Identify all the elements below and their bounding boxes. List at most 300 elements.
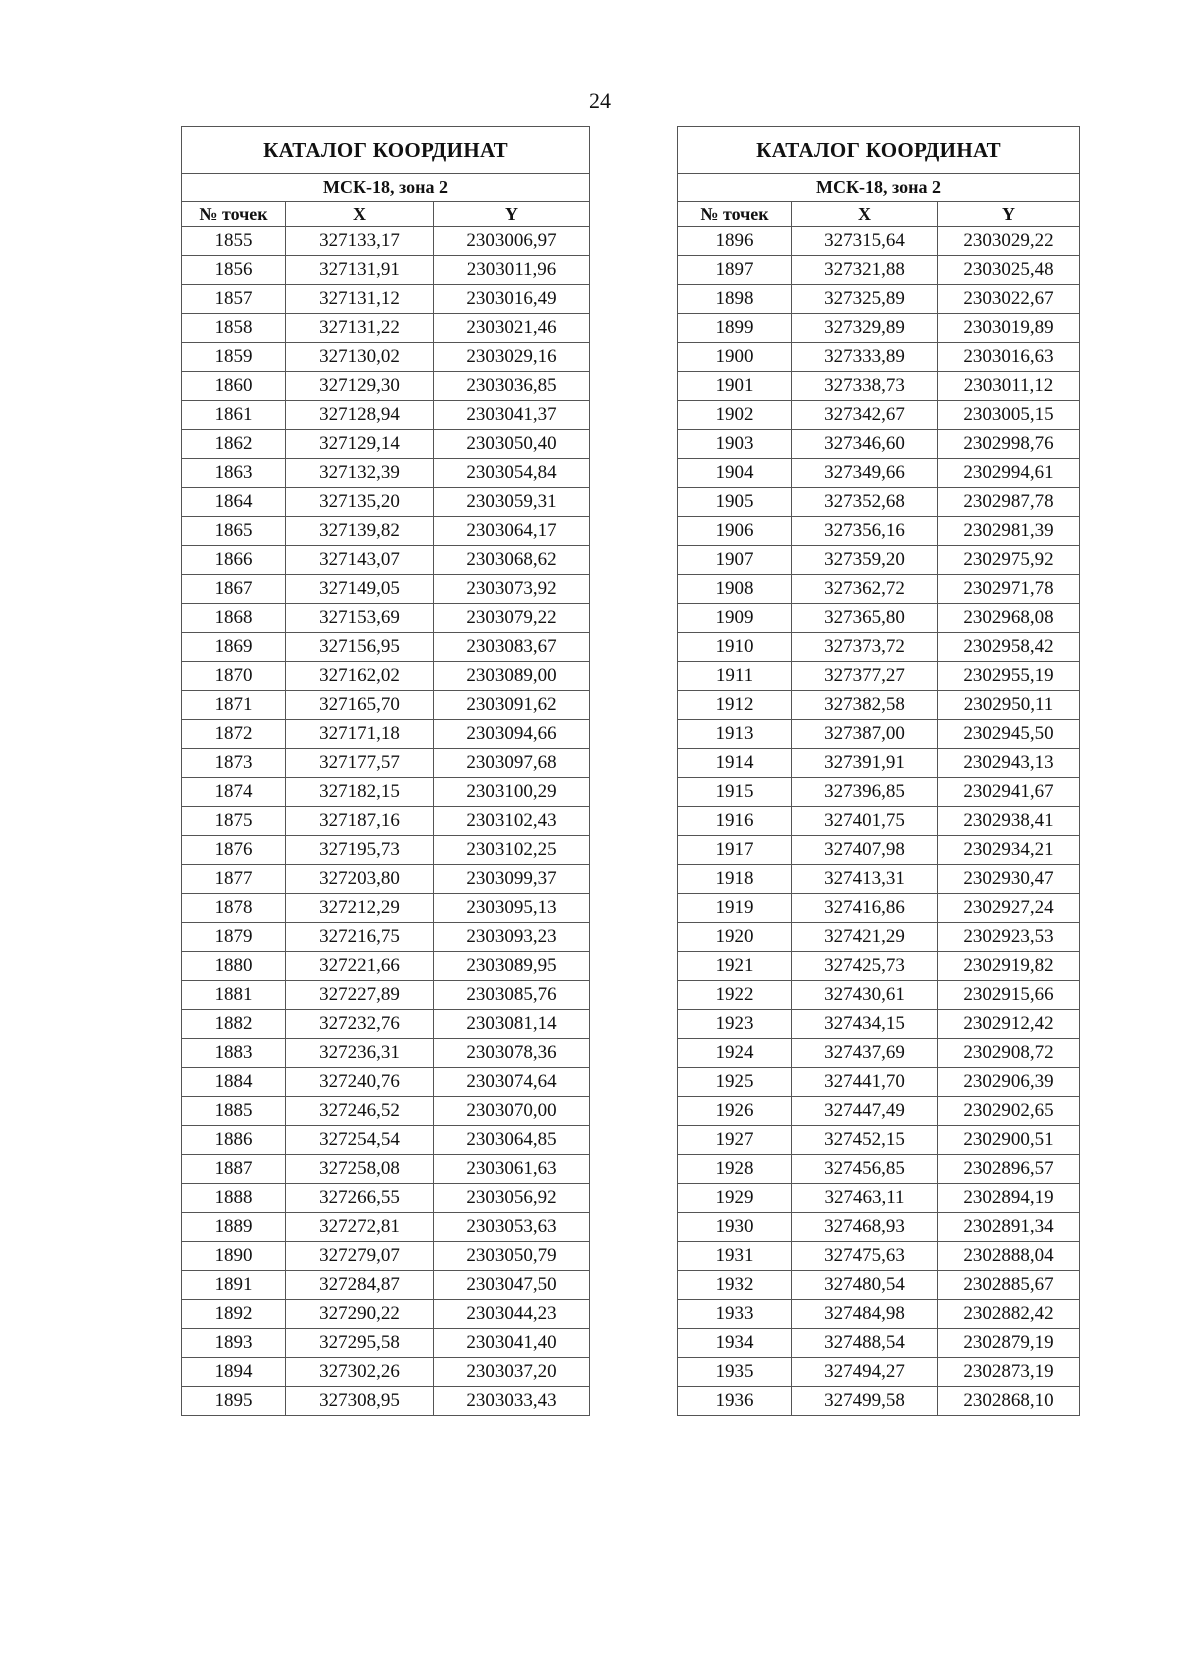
point-number-cell: 1908 — [678, 575, 792, 604]
y-coordinate-cell: 2303102,43 — [434, 807, 590, 836]
table-row — [678, 1387, 1080, 1416]
point-number-cell: 1858 — [182, 314, 286, 343]
y-coordinate-cell: 2302975,92 — [938, 546, 1080, 575]
x-coordinate-cell: 327365,80 — [792, 604, 938, 633]
y-coordinate-cell: 2302927,24 — [938, 894, 1080, 923]
y-coordinate-cell: 2303061,63 — [434, 1155, 590, 1184]
table-row — [182, 372, 590, 401]
point-number-cell: 1899 — [678, 314, 792, 343]
point-number-cell: 1886 — [182, 1126, 286, 1155]
y-coordinate-cell: 2302945,50 — [938, 720, 1080, 749]
table-row — [678, 517, 1080, 546]
table-row — [678, 256, 1080, 285]
point-number-cell: 1880 — [182, 952, 286, 981]
point-number-cell: 1862 — [182, 430, 286, 459]
table-row — [182, 720, 590, 749]
x-coordinate-cell: 327132,39 — [286, 459, 434, 488]
y-coordinate-cell: 2302971,78 — [938, 575, 1080, 604]
x-coordinate-cell: 327382,58 — [792, 691, 938, 720]
y-coordinate-cell: 2302891,34 — [938, 1213, 1080, 1242]
point-number-cell: 1904 — [678, 459, 792, 488]
point-number-cell: 1863 — [182, 459, 286, 488]
y-coordinate-cell: 2303068,62 — [434, 546, 590, 575]
point-number-cell: 1875 — [182, 807, 286, 836]
x-coordinate-cell: 327321,88 — [792, 256, 938, 285]
table-row — [678, 633, 1080, 662]
y-coordinate-cell: 2302906,39 — [938, 1068, 1080, 1097]
table-row — [678, 1184, 1080, 1213]
y-coordinate-cell: 2303083,67 — [434, 633, 590, 662]
x-coordinate-cell: 327131,12 — [286, 285, 434, 314]
table-row — [678, 662, 1080, 691]
x-coordinate-cell: 327499,58 — [792, 1387, 938, 1416]
x-coordinate-cell: 327272,81 — [286, 1213, 434, 1242]
table-row — [678, 604, 1080, 633]
table-row — [182, 1300, 590, 1329]
table-row — [182, 285, 590, 314]
x-coordinate-cell: 327488,54 — [792, 1329, 938, 1358]
point-number-cell: 1919 — [678, 894, 792, 923]
y-coordinate-cell: 2302882,42 — [938, 1300, 1080, 1329]
table-subtitle: МСК-18, зона 2 — [678, 174, 1080, 202]
table-row — [678, 1329, 1080, 1358]
y-coordinate-cell: 2302923,53 — [938, 923, 1080, 952]
point-number-cell: 1891 — [182, 1271, 286, 1300]
point-number-cell: 1931 — [678, 1242, 792, 1271]
table-row — [678, 807, 1080, 836]
point-number-cell: 1872 — [182, 720, 286, 749]
table-row — [182, 459, 590, 488]
table-row — [678, 749, 1080, 778]
y-coordinate-cell: 2303041,37 — [434, 401, 590, 430]
point-number-cell: 1876 — [182, 836, 286, 865]
x-coordinate-cell: 327338,73 — [792, 372, 938, 401]
x-coordinate-cell: 327396,85 — [792, 778, 938, 807]
y-coordinate-cell: 2303036,85 — [434, 372, 590, 401]
table-row — [678, 923, 1080, 952]
point-number-cell: 1924 — [678, 1039, 792, 1068]
x-coordinate-cell: 327452,15 — [792, 1126, 938, 1155]
x-coordinate-cell: 327129,30 — [286, 372, 434, 401]
table-row — [678, 1271, 1080, 1300]
x-coordinate-cell: 327295,58 — [286, 1329, 434, 1358]
y-coordinate-cell: 2302941,67 — [938, 778, 1080, 807]
x-coordinate-cell: 327130,02 — [286, 343, 434, 372]
y-coordinate-cell: 2302943,13 — [938, 749, 1080, 778]
table-row — [678, 1155, 1080, 1184]
x-coordinate-cell: 327139,82 — [286, 517, 434, 546]
point-number-cell: 1885 — [182, 1097, 286, 1126]
point-number-cell: 1873 — [182, 749, 286, 778]
point-number-cell: 1909 — [678, 604, 792, 633]
table-row — [182, 256, 590, 285]
table-row — [182, 662, 590, 691]
point-number-cell: 1866 — [182, 546, 286, 575]
y-coordinate-cell: 2302950,11 — [938, 691, 1080, 720]
y-coordinate-cell: 2303095,13 — [434, 894, 590, 923]
table-row — [678, 1039, 1080, 1068]
x-coordinate-cell: 327437,69 — [792, 1039, 938, 1068]
column-header-x: X — [792, 202, 938, 227]
y-coordinate-cell: 2302958,42 — [938, 633, 1080, 662]
y-coordinate-cell: 2302930,47 — [938, 865, 1080, 894]
x-coordinate-cell: 327434,15 — [792, 1010, 938, 1039]
y-coordinate-cell: 2303029,16 — [434, 343, 590, 372]
x-coordinate-cell: 327177,57 — [286, 749, 434, 778]
point-number-cell: 1896 — [678, 227, 792, 256]
x-coordinate-cell: 327246,52 — [286, 1097, 434, 1126]
y-coordinate-cell: 2302987,78 — [938, 488, 1080, 517]
column-header-point-number: № точек — [678, 202, 792, 227]
y-coordinate-cell: 2303019,89 — [938, 314, 1080, 343]
point-number-cell: 1914 — [678, 749, 792, 778]
y-coordinate-cell: 2303079,22 — [434, 604, 590, 633]
x-coordinate-cell: 327475,63 — [792, 1242, 938, 1271]
point-number-cell: 1870 — [182, 662, 286, 691]
y-coordinate-cell: 2303025,48 — [938, 256, 1080, 285]
y-coordinate-cell: 2302912,42 — [938, 1010, 1080, 1039]
y-coordinate-cell: 2303047,50 — [434, 1271, 590, 1300]
table-row — [182, 517, 590, 546]
table-row — [678, 981, 1080, 1010]
y-coordinate-cell: 2303070,00 — [434, 1097, 590, 1126]
table-body — [678, 227, 1080, 1416]
y-coordinate-cell: 2302902,65 — [938, 1097, 1080, 1126]
x-coordinate-cell: 327221,66 — [286, 952, 434, 981]
x-coordinate-cell: 327212,29 — [286, 894, 434, 923]
x-coordinate-cell: 327279,07 — [286, 1242, 434, 1271]
table-row — [678, 314, 1080, 343]
point-number-cell: 1879 — [182, 923, 286, 952]
table-row — [678, 778, 1080, 807]
x-coordinate-cell: 327240,76 — [286, 1068, 434, 1097]
x-coordinate-cell: 327232,76 — [286, 1010, 434, 1039]
table-row — [678, 430, 1080, 459]
table-body — [182, 227, 590, 1416]
point-number-cell: 1921 — [678, 952, 792, 981]
table-row — [678, 1242, 1080, 1271]
point-number-cell: 1925 — [678, 1068, 792, 1097]
y-coordinate-cell: 2303100,29 — [434, 778, 590, 807]
x-coordinate-cell: 327456,85 — [792, 1155, 938, 1184]
x-coordinate-cell: 327290,22 — [286, 1300, 434, 1329]
point-number-cell: 1859 — [182, 343, 286, 372]
table-row — [182, 1358, 590, 1387]
table-row — [678, 488, 1080, 517]
y-coordinate-cell: 2303089,95 — [434, 952, 590, 981]
x-coordinate-cell: 327153,69 — [286, 604, 434, 633]
x-coordinate-cell: 327391,91 — [792, 749, 938, 778]
point-number-cell: 1905 — [678, 488, 792, 517]
point-number-cell: 1916 — [678, 807, 792, 836]
point-number-cell: 1877 — [182, 865, 286, 894]
x-coordinate-cell: 327494,27 — [792, 1358, 938, 1387]
y-coordinate-cell: 2303054,84 — [434, 459, 590, 488]
y-coordinate-cell: 2303033,43 — [434, 1387, 590, 1416]
point-number-cell: 1895 — [182, 1387, 286, 1416]
x-coordinate-cell: 327266,55 — [286, 1184, 434, 1213]
table-row — [678, 836, 1080, 865]
point-number-cell: 1915 — [678, 778, 792, 807]
x-coordinate-cell: 327430,61 — [792, 981, 938, 1010]
table-row — [678, 720, 1080, 749]
x-coordinate-cell: 327254,54 — [286, 1126, 434, 1155]
table-row — [182, 1097, 590, 1126]
x-coordinate-cell: 327284,87 — [286, 1271, 434, 1300]
table-row — [182, 401, 590, 430]
table-row — [182, 865, 590, 894]
table-row — [182, 1039, 590, 1068]
point-number-cell: 1878 — [182, 894, 286, 923]
x-coordinate-cell: 327227,89 — [286, 981, 434, 1010]
point-number-cell: 1888 — [182, 1184, 286, 1213]
point-number-cell: 1893 — [182, 1329, 286, 1358]
x-coordinate-cell: 327329,89 — [792, 314, 938, 343]
x-coordinate-cell: 327149,05 — [286, 575, 434, 604]
table-row — [678, 952, 1080, 981]
y-coordinate-cell: 2303056,92 — [434, 1184, 590, 1213]
x-coordinate-cell: 327315,64 — [792, 227, 938, 256]
table-row — [182, 1068, 590, 1097]
x-coordinate-cell: 327156,95 — [286, 633, 434, 662]
x-coordinate-cell: 327135,20 — [286, 488, 434, 517]
x-coordinate-cell: 327373,72 — [792, 633, 938, 662]
coordinate-catalog-table-right — [677, 126, 1080, 1416]
x-coordinate-cell: 327171,18 — [286, 720, 434, 749]
table-row — [182, 633, 590, 662]
x-coordinate-cell: 327425,73 — [792, 952, 938, 981]
y-coordinate-cell: 2303050,79 — [434, 1242, 590, 1271]
y-coordinate-cell: 2303064,17 — [434, 517, 590, 546]
table-row — [182, 1155, 590, 1184]
point-number-cell: 1884 — [182, 1068, 286, 1097]
y-coordinate-cell: 2303005,15 — [938, 401, 1080, 430]
y-coordinate-cell: 2303011,96 — [434, 256, 590, 285]
y-coordinate-cell: 2302994,61 — [938, 459, 1080, 488]
point-number-cell: 1918 — [678, 865, 792, 894]
table-row — [678, 372, 1080, 401]
point-number-cell: 1897 — [678, 256, 792, 285]
x-coordinate-cell: 327333,89 — [792, 343, 938, 372]
table-row — [678, 1010, 1080, 1039]
column-header-y: Y — [938, 202, 1080, 227]
point-number-cell: 1889 — [182, 1213, 286, 1242]
y-coordinate-cell: 2303099,37 — [434, 865, 590, 894]
y-coordinate-cell: 2303044,23 — [434, 1300, 590, 1329]
y-coordinate-cell: 2302868,10 — [938, 1387, 1080, 1416]
x-coordinate-cell: 327165,70 — [286, 691, 434, 720]
y-coordinate-cell: 2303089,00 — [434, 662, 590, 691]
point-number-cell: 1920 — [678, 923, 792, 952]
table-row — [182, 1126, 590, 1155]
point-number-cell: 1867 — [182, 575, 286, 604]
x-coordinate-cell: 327447,49 — [792, 1097, 938, 1126]
point-number-cell: 1892 — [182, 1300, 286, 1329]
y-coordinate-cell: 2302981,39 — [938, 517, 1080, 546]
table-row — [182, 1184, 590, 1213]
point-number-cell: 1922 — [678, 981, 792, 1010]
point-number-cell: 1935 — [678, 1358, 792, 1387]
x-coordinate-cell: 327216,75 — [286, 923, 434, 952]
point-number-cell: 1902 — [678, 401, 792, 430]
y-coordinate-cell: 2302955,19 — [938, 662, 1080, 691]
x-coordinate-cell: 327129,14 — [286, 430, 434, 459]
y-coordinate-cell: 2303085,76 — [434, 981, 590, 1010]
point-number-cell: 1911 — [678, 662, 792, 691]
table-row — [182, 981, 590, 1010]
table-row — [678, 691, 1080, 720]
table-row — [678, 865, 1080, 894]
point-number-cell: 1906 — [678, 517, 792, 546]
y-coordinate-cell: 2302934,21 — [938, 836, 1080, 865]
table-row — [182, 894, 590, 923]
y-coordinate-cell: 2302873,19 — [938, 1358, 1080, 1387]
x-coordinate-cell: 327143,07 — [286, 546, 434, 575]
y-coordinate-cell: 2303016,49 — [434, 285, 590, 314]
x-coordinate-cell: 327236,31 — [286, 1039, 434, 1068]
table-row — [678, 1126, 1080, 1155]
point-number-cell: 1923 — [678, 1010, 792, 1039]
x-coordinate-cell: 327128,94 — [286, 401, 434, 430]
y-coordinate-cell: 2302919,82 — [938, 952, 1080, 981]
point-number-cell: 1913 — [678, 720, 792, 749]
table-row — [182, 546, 590, 575]
x-coordinate-cell: 327407,98 — [792, 836, 938, 865]
table-row — [182, 314, 590, 343]
point-number-cell: 1936 — [678, 1387, 792, 1416]
point-number-cell: 1894 — [182, 1358, 286, 1387]
y-coordinate-cell: 2302968,08 — [938, 604, 1080, 633]
table-row — [182, 1242, 590, 1271]
point-number-cell: 1881 — [182, 981, 286, 1010]
y-coordinate-cell: 2303016,63 — [938, 343, 1080, 372]
y-coordinate-cell: 2302915,66 — [938, 981, 1080, 1010]
table-row — [182, 1010, 590, 1039]
x-coordinate-cell: 327463,11 — [792, 1184, 938, 1213]
x-coordinate-cell: 327346,60 — [792, 430, 938, 459]
point-number-cell: 1912 — [678, 691, 792, 720]
x-coordinate-cell: 327349,66 — [792, 459, 938, 488]
point-number-cell: 1857 — [182, 285, 286, 314]
point-number-cell: 1868 — [182, 604, 286, 633]
table-row — [182, 227, 590, 256]
point-number-cell: 1907 — [678, 546, 792, 575]
y-coordinate-cell: 2303102,25 — [434, 836, 590, 865]
point-number-cell: 1860 — [182, 372, 286, 401]
point-number-cell: 1855 — [182, 227, 286, 256]
point-number-cell: 1903 — [678, 430, 792, 459]
y-coordinate-cell: 2302896,57 — [938, 1155, 1080, 1184]
point-number-cell: 1861 — [182, 401, 286, 430]
x-coordinate-cell: 327387,00 — [792, 720, 938, 749]
y-coordinate-cell: 2302998,76 — [938, 430, 1080, 459]
y-coordinate-cell: 2303081,14 — [434, 1010, 590, 1039]
point-number-cell: 1900 — [678, 343, 792, 372]
x-coordinate-cell: 327377,27 — [792, 662, 938, 691]
table-row — [182, 952, 590, 981]
x-coordinate-cell: 327195,73 — [286, 836, 434, 865]
x-coordinate-cell: 327258,08 — [286, 1155, 434, 1184]
y-coordinate-cell: 2303097,68 — [434, 749, 590, 778]
y-coordinate-cell: 2303073,92 — [434, 575, 590, 604]
table-row — [678, 227, 1080, 256]
coordinate-catalog-table-left — [181, 126, 590, 1416]
point-number-cell: 1901 — [678, 372, 792, 401]
x-coordinate-cell: 327401,75 — [792, 807, 938, 836]
y-coordinate-cell: 2303041,40 — [434, 1329, 590, 1358]
table-row — [182, 604, 590, 633]
table-row — [182, 778, 590, 807]
y-coordinate-cell: 2303091,62 — [434, 691, 590, 720]
table-row — [678, 894, 1080, 923]
x-coordinate-cell: 327416,86 — [792, 894, 938, 923]
x-coordinate-cell: 327133,17 — [286, 227, 434, 256]
x-coordinate-cell: 327187,16 — [286, 807, 434, 836]
table-row — [182, 807, 590, 836]
table-row — [182, 488, 590, 517]
x-coordinate-cell: 327325,89 — [792, 285, 938, 314]
table-subtitle: МСК-18, зона 2 — [182, 174, 590, 202]
table-row — [182, 691, 590, 720]
x-coordinate-cell: 327421,29 — [792, 923, 938, 952]
x-coordinate-cell: 327308,95 — [286, 1387, 434, 1416]
y-coordinate-cell: 2302908,72 — [938, 1039, 1080, 1068]
x-coordinate-cell: 327352,68 — [792, 488, 938, 517]
x-coordinate-cell: 327359,20 — [792, 546, 938, 575]
point-number-cell: 1869 — [182, 633, 286, 662]
y-coordinate-cell: 2303022,67 — [938, 285, 1080, 314]
x-coordinate-cell: 327131,22 — [286, 314, 434, 343]
point-number-cell: 1932 — [678, 1271, 792, 1300]
table-row — [182, 1271, 590, 1300]
y-coordinate-cell: 2302888,04 — [938, 1242, 1080, 1271]
y-coordinate-cell: 2303021,46 — [434, 314, 590, 343]
x-coordinate-cell: 327484,98 — [792, 1300, 938, 1329]
x-coordinate-cell: 327182,15 — [286, 778, 434, 807]
point-number-cell: 1890 — [182, 1242, 286, 1271]
page-number: 24 — [589, 88, 611, 113]
point-number-cell: 1865 — [182, 517, 286, 546]
table-row — [182, 343, 590, 372]
table-row — [182, 836, 590, 865]
table-row — [182, 749, 590, 778]
column-header-point-number: № точек — [182, 202, 286, 227]
point-number-cell: 1917 — [678, 836, 792, 865]
x-coordinate-cell: 327203,80 — [286, 865, 434, 894]
x-coordinate-cell: 327441,70 — [792, 1068, 938, 1097]
point-number-cell: 1910 — [678, 633, 792, 662]
table-row — [678, 343, 1080, 372]
table-row — [678, 1097, 1080, 1126]
column-header-x: X — [286, 202, 434, 227]
table-row — [182, 1213, 590, 1242]
x-coordinate-cell: 327362,72 — [792, 575, 938, 604]
y-coordinate-cell: 2303050,40 — [434, 430, 590, 459]
table-row — [678, 459, 1080, 488]
point-number-cell: 1928 — [678, 1155, 792, 1184]
point-number-cell: 1864 — [182, 488, 286, 517]
table-title: КАТАЛОГ КООРДИНАТ — [678, 127, 1080, 174]
table-row — [678, 285, 1080, 314]
x-coordinate-cell: 327413,31 — [792, 865, 938, 894]
column-header-y: Y — [434, 202, 590, 227]
y-coordinate-cell: 2302879,19 — [938, 1329, 1080, 1358]
y-coordinate-cell: 2303074,64 — [434, 1068, 590, 1097]
table-row — [182, 1387, 590, 1416]
x-coordinate-cell: 327302,26 — [286, 1358, 434, 1387]
point-number-cell: 1929 — [678, 1184, 792, 1213]
point-number-cell: 1926 — [678, 1097, 792, 1126]
